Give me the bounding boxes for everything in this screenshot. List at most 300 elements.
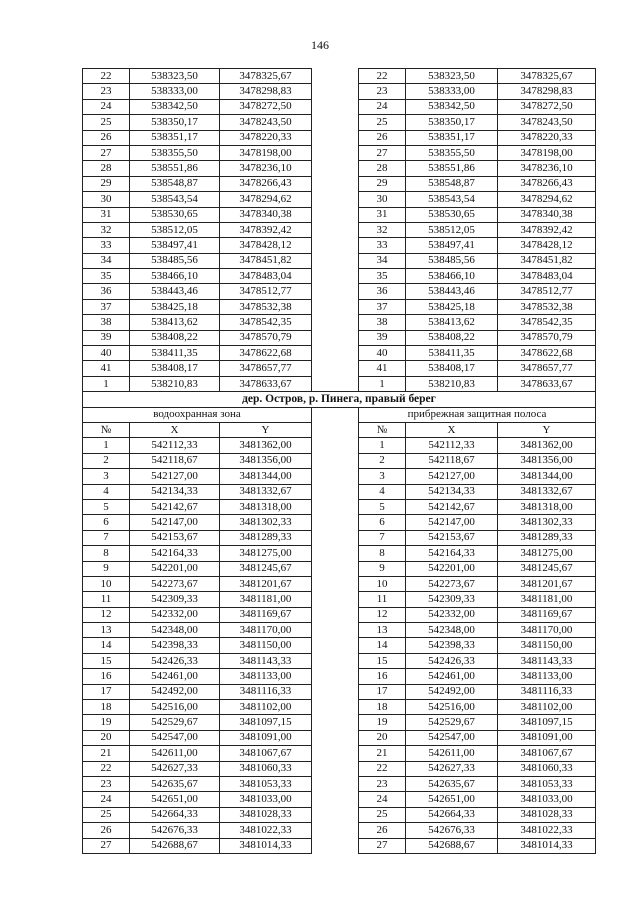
column-gap (312, 730, 359, 745)
right-point-number: 17 (359, 684, 406, 699)
left-x-coordinate: 538551,86 (130, 161, 220, 176)
left-point-number: 10 (83, 576, 130, 591)
right-point-number: 10 (359, 576, 406, 591)
left-x-coordinate: 542153,67 (130, 530, 220, 545)
table-row (83, 330, 596, 345)
right-x-coordinate: 542309,33 (406, 592, 498, 607)
right-y-coordinate: 3478483,04 (498, 269, 596, 284)
left-y-coordinate: 3478392,42 (220, 222, 312, 237)
left-point-number: 3 (83, 469, 130, 484)
right-y-coordinate: 3478542,35 (498, 315, 596, 330)
section-title-row (83, 392, 596, 407)
table-row (83, 69, 596, 84)
left-x-coordinate: 542664,33 (130, 807, 220, 822)
left-x-coordinate: 542309,33 (130, 592, 220, 607)
right-point-number: 32 (359, 222, 406, 237)
table-row (83, 115, 596, 130)
right-y-coordinate: 3481181,00 (498, 592, 596, 607)
left-point-number: 37 (83, 299, 130, 314)
table-row (83, 561, 596, 576)
column-gap (312, 376, 359, 391)
left-y-coordinate: 3478236,10 (220, 161, 312, 176)
column-gap (312, 84, 359, 99)
left-x-coordinate: 538408,22 (130, 330, 220, 345)
column-gap (312, 161, 359, 176)
left-y-coordinate: 3481356,00 (220, 453, 312, 468)
left-y-coordinate: 3481169,67 (220, 607, 312, 622)
right-point-number: 23 (359, 84, 406, 99)
left-y-coordinate: 3481201,67 (220, 576, 312, 591)
column-gap (312, 684, 359, 699)
column-gap (312, 700, 359, 715)
right-x-coordinate: 542118,67 (406, 453, 498, 468)
column-gap (312, 207, 359, 222)
right-y-coordinate: 3481201,67 (498, 576, 596, 591)
right-x-coordinate: 542426,33 (406, 653, 498, 668)
right-point-number: 29 (359, 176, 406, 191)
left-x-header: X (130, 422, 220, 437)
table-row (83, 99, 596, 114)
left-y-coordinate: 3481067,67 (220, 746, 312, 761)
column-gap (312, 145, 359, 160)
section-header-body (83, 392, 596, 438)
left-point-number: 40 (83, 346, 130, 361)
right-x-coordinate: 538551,86 (406, 161, 498, 176)
column-gap (312, 715, 359, 730)
right-y-coordinate: 3478622,68 (498, 346, 596, 361)
right-y-coordinate: 3481169,67 (498, 607, 596, 622)
right-y-coordinate: 3481028,33 (498, 807, 596, 822)
left-x-coordinate: 538512,05 (130, 222, 220, 237)
table-row (83, 638, 596, 653)
left-y-coordinate: 3481097,15 (220, 715, 312, 730)
left-y-coordinate: 3478451,82 (220, 253, 312, 268)
left-x-coordinate: 538350,17 (130, 115, 220, 130)
right-point-number: 1 (359, 438, 406, 453)
right-y-coordinate: 3478451,82 (498, 253, 596, 268)
left-point-number: 24 (83, 99, 130, 114)
left-point-number: 28 (83, 161, 130, 176)
right-x-coordinate: 538333,00 (406, 84, 498, 99)
right-x-coordinate: 538512,05 (406, 222, 498, 237)
right-x-coordinate: 538485,56 (406, 253, 498, 268)
right-x-coordinate: 542676,33 (406, 823, 498, 838)
right-y-coordinate: 3481275,00 (498, 546, 596, 561)
column-gap (312, 469, 359, 484)
left-y-coordinate: 3481245,67 (220, 561, 312, 576)
left-x-coordinate: 542611,00 (130, 746, 220, 761)
left-y-coordinate: 3478220,33 (220, 130, 312, 145)
column-gap (312, 638, 359, 653)
left-x-coordinate: 542127,00 (130, 469, 220, 484)
right-y-coordinate: 3478298,83 (498, 84, 596, 99)
right-point-number: 25 (359, 115, 406, 130)
right-y-coordinate: 3481245,67 (498, 561, 596, 576)
column-gap (312, 607, 359, 622)
column-gap (312, 776, 359, 791)
left-y-coordinate: 3478198,00 (220, 145, 312, 160)
left-y-header: Y (220, 422, 312, 437)
left-point-number: 8 (83, 546, 130, 561)
right-y-coordinate: 3481097,15 (498, 715, 596, 730)
right-point-number: 37 (359, 299, 406, 314)
table-row (83, 207, 596, 222)
left-x-coordinate: 542273,67 (130, 576, 220, 591)
left-point-number: 27 (83, 145, 130, 160)
right-point-number: 20 (359, 730, 406, 745)
table-row (83, 161, 596, 176)
right-point-number: 3 (359, 469, 406, 484)
right-point-number: 22 (359, 761, 406, 776)
column-gap (312, 422, 359, 437)
left-point-number: 29 (83, 176, 130, 191)
left-x-coordinate: 542142,67 (130, 499, 220, 514)
column-gap (312, 407, 359, 422)
right-point-number: 22 (359, 69, 406, 84)
left-y-coordinate: 3481289,33 (220, 530, 312, 545)
table-row (83, 315, 596, 330)
left-num-header: № (83, 422, 130, 437)
column-gap (312, 69, 359, 84)
table-row (83, 515, 596, 530)
column-gap (312, 253, 359, 268)
right-point-number: 26 (359, 823, 406, 838)
left-point-number: 4 (83, 484, 130, 499)
column-gap (312, 761, 359, 776)
column-gap (312, 484, 359, 499)
left-y-coordinate: 3481332,67 (220, 484, 312, 499)
left-point-number: 35 (83, 269, 130, 284)
right-x-coordinate: 542651,00 (406, 792, 498, 807)
right-y-coordinate: 3478570,79 (498, 330, 596, 345)
left-x-coordinate: 538548,87 (130, 176, 220, 191)
left-y-coordinate: 3478633,67 (220, 376, 312, 391)
left-x-coordinate: 538342,50 (130, 99, 220, 114)
right-y-coordinate: 3481102,00 (498, 700, 596, 715)
page-number: 146 (311, 38, 329, 52)
left-x-coordinate: 538408,17 (130, 361, 220, 376)
right-point-number: 16 (359, 669, 406, 684)
left-x-coordinate: 538333,00 (130, 84, 220, 99)
left-point-number: 21 (83, 746, 130, 761)
table-row (83, 776, 596, 791)
right-x-coordinate: 542201,00 (406, 561, 498, 576)
left-point-number: 41 (83, 361, 130, 376)
right-point-number: 5 (359, 499, 406, 514)
left-point-number: 20 (83, 730, 130, 745)
right-point-number: 30 (359, 192, 406, 207)
left-x-coordinate: 538443,46 (130, 284, 220, 299)
right-point-number: 27 (359, 838, 406, 853)
right-point-number: 8 (359, 546, 406, 561)
left-y-coordinate: 3478657,77 (220, 361, 312, 376)
left-y-coordinate: 3481150,00 (220, 638, 312, 653)
right-x-coordinate: 542134,33 (406, 484, 498, 499)
right-point-number: 26 (359, 130, 406, 145)
table-row (83, 176, 596, 191)
left-y-coordinate: 3478340,38 (220, 207, 312, 222)
left-y-coordinate: 3481362,00 (220, 438, 312, 453)
right-point-number: 23 (359, 776, 406, 791)
column-header-row (83, 422, 596, 437)
left-point-number: 23 (83, 84, 130, 99)
left-point-number: 25 (83, 807, 130, 822)
left-y-coordinate: 3481344,00 (220, 469, 312, 484)
table-row (83, 761, 596, 776)
right-x-coordinate: 542127,00 (406, 469, 498, 484)
right-y-coordinate: 3481150,00 (498, 638, 596, 653)
right-x-coordinate: 538351,17 (406, 130, 498, 145)
table-row (83, 145, 596, 160)
right-x-header: X (406, 422, 498, 437)
right-x-coordinate: 542147,00 (406, 515, 498, 530)
column-gap (312, 838, 359, 853)
right-point-number: 13 (359, 623, 406, 638)
column-gap (312, 592, 359, 607)
right-point-number: 35 (359, 269, 406, 284)
table-row (83, 284, 596, 299)
left-x-coordinate: 542688,67 (130, 838, 220, 853)
left-y-coordinate: 3478294,62 (220, 192, 312, 207)
left-x-coordinate: 538355,50 (130, 145, 220, 160)
right-y-coordinate: 3481289,33 (498, 530, 596, 545)
column-gap (312, 299, 359, 314)
left-point-number: 27 (83, 838, 130, 853)
right-point-number: 31 (359, 207, 406, 222)
right-x-coordinate: 542142,67 (406, 499, 498, 514)
left-zone-title: водоохранная зона (83, 407, 312, 422)
right-point-number: 33 (359, 238, 406, 253)
column-gap (312, 653, 359, 668)
column-gap (312, 453, 359, 468)
column-gap (312, 315, 359, 330)
right-x-coordinate: 542529,67 (406, 715, 498, 730)
left-x-coordinate: 538323,50 (130, 69, 220, 84)
table-row (83, 361, 596, 376)
left-point-number: 18 (83, 700, 130, 715)
left-x-coordinate: 538210,83 (130, 376, 220, 391)
right-x-coordinate: 538411,35 (406, 346, 498, 361)
right-point-number: 36 (359, 284, 406, 299)
right-y-coordinate: 3481356,00 (498, 453, 596, 468)
table-row (83, 684, 596, 699)
right-point-number: 12 (359, 607, 406, 622)
right-point-number: 9 (359, 561, 406, 576)
table-row (83, 838, 596, 853)
left-x-coordinate: 542398,33 (130, 638, 220, 653)
left-x-coordinate: 542461,00 (130, 669, 220, 684)
left-x-coordinate: 542426,33 (130, 653, 220, 668)
right-y-coordinate: 3478243,50 (498, 115, 596, 130)
column-gap (312, 792, 359, 807)
left-y-coordinate: 3481143,33 (220, 653, 312, 668)
right-y-coordinate: 3478512,77 (498, 284, 596, 299)
left-y-coordinate: 3481133,00 (220, 669, 312, 684)
left-y-coordinate: 3478570,79 (220, 330, 312, 345)
right-y-coordinate: 3481170,00 (498, 623, 596, 638)
left-point-number: 11 (83, 592, 130, 607)
right-point-number: 14 (359, 638, 406, 653)
left-y-coordinate: 3478266,43 (220, 176, 312, 191)
right-point-number: 28 (359, 161, 406, 176)
table-row (83, 823, 596, 838)
table-row (83, 453, 596, 468)
left-x-coordinate: 542348,00 (130, 623, 220, 638)
right-x-coordinate: 542153,67 (406, 530, 498, 545)
column-gap (312, 623, 359, 638)
column-gap (312, 192, 359, 207)
column-gap (312, 576, 359, 591)
left-y-coordinate: 3481091,00 (220, 730, 312, 745)
left-point-number: 17 (83, 684, 130, 699)
table-row (83, 530, 596, 545)
right-x-coordinate: 542516,00 (406, 700, 498, 715)
right-y-coordinate: 3478532,38 (498, 299, 596, 314)
column-gap (312, 499, 359, 514)
left-x-coordinate: 542651,00 (130, 792, 220, 807)
left-point-number: 9 (83, 561, 130, 576)
left-point-number: 24 (83, 792, 130, 807)
table-row (83, 576, 596, 591)
left-point-number: 5 (83, 499, 130, 514)
left-y-coordinate: 3478298,83 (220, 84, 312, 99)
column-gap (312, 284, 359, 299)
right-y-coordinate: 3481060,33 (498, 761, 596, 776)
right-y-coordinate: 3481053,33 (498, 776, 596, 791)
right-x-coordinate: 538530,65 (406, 207, 498, 222)
left-point-number: 2 (83, 453, 130, 468)
right-y-coordinate: 3481318,00 (498, 499, 596, 514)
left-x-coordinate: 542492,00 (130, 684, 220, 699)
table-row (83, 499, 596, 514)
left-x-coordinate: 542547,00 (130, 730, 220, 745)
table-row (83, 253, 596, 268)
right-y-coordinate: 3481332,67 (498, 484, 596, 499)
left-x-coordinate: 538425,18 (130, 299, 220, 314)
right-y-header: Y (498, 422, 596, 437)
right-y-coordinate: 3478272,50 (498, 99, 596, 114)
left-point-number: 33 (83, 238, 130, 253)
column-gap (312, 269, 359, 284)
left-point-number: 19 (83, 715, 130, 730)
table-row (83, 84, 596, 99)
right-point-number: 24 (359, 792, 406, 807)
left-y-coordinate: 3481170,00 (220, 623, 312, 638)
right-point-number: 34 (359, 253, 406, 268)
right-y-coordinate: 3481344,00 (498, 469, 596, 484)
column-gap (312, 222, 359, 237)
table-row (83, 346, 596, 361)
left-point-number: 25 (83, 115, 130, 130)
right-x-coordinate: 538497,41 (406, 238, 498, 253)
table-row (83, 653, 596, 668)
right-y-coordinate: 3478294,62 (498, 192, 596, 207)
right-x-coordinate: 538548,87 (406, 176, 498, 191)
table-row (83, 607, 596, 622)
left-y-coordinate: 3478512,77 (220, 284, 312, 299)
table-row (83, 623, 596, 638)
right-y-coordinate: 3478340,38 (498, 207, 596, 222)
right-y-coordinate: 3481022,33 (498, 823, 596, 838)
coordinates-table (82, 68, 596, 854)
left-y-coordinate: 3481022,33 (220, 823, 312, 838)
right-x-coordinate: 538443,46 (406, 284, 498, 299)
left-y-coordinate: 3478272,50 (220, 99, 312, 114)
column-gap (312, 561, 359, 576)
right-zone-title: прибрежная защитная полоса (359, 407, 596, 422)
right-point-number: 27 (359, 145, 406, 160)
right-y-coordinate: 3481133,00 (498, 669, 596, 684)
column-gap (312, 361, 359, 376)
column-gap (312, 115, 359, 130)
left-point-number: 32 (83, 222, 130, 237)
left-y-coordinate: 3481302,33 (220, 515, 312, 530)
left-point-number: 13 (83, 623, 130, 638)
left-y-coordinate: 3478428,12 (220, 238, 312, 253)
right-y-coordinate: 3481302,33 (498, 515, 596, 530)
right-x-coordinate: 542547,00 (406, 730, 498, 745)
left-point-number: 36 (83, 284, 130, 299)
left-y-coordinate: 3481014,33 (220, 838, 312, 853)
right-x-coordinate: 542461,00 (406, 669, 498, 684)
right-x-coordinate: 542348,00 (406, 623, 498, 638)
column-gap (312, 746, 359, 761)
table-row (83, 192, 596, 207)
left-point-number: 38 (83, 315, 130, 330)
left-y-coordinate: 3481318,00 (220, 499, 312, 514)
column-gap (312, 438, 359, 453)
table-row (83, 669, 596, 684)
table-row (83, 438, 596, 453)
right-x-coordinate: 538543,54 (406, 192, 498, 207)
column-gap (312, 807, 359, 822)
left-x-coordinate: 538543,54 (130, 192, 220, 207)
right-y-coordinate: 3478657,77 (498, 361, 596, 376)
left-point-number: 31 (83, 207, 130, 222)
right-x-coordinate: 542635,67 (406, 776, 498, 791)
column-gap (312, 130, 359, 145)
right-x-coordinate: 538408,17 (406, 361, 498, 376)
right-point-number: 1 (359, 376, 406, 391)
left-y-coordinate: 3481053,33 (220, 776, 312, 791)
left-x-coordinate: 542201,00 (130, 561, 220, 576)
left-x-coordinate: 538466,10 (130, 269, 220, 284)
left-y-coordinate: 3481028,33 (220, 807, 312, 822)
column-gap (312, 515, 359, 530)
right-point-number: 40 (359, 346, 406, 361)
left-point-number: 1 (83, 438, 130, 453)
right-y-coordinate: 3478236,10 (498, 161, 596, 176)
table-row (83, 700, 596, 715)
left-x-coordinate: 538530,65 (130, 207, 220, 222)
right-x-coordinate: 542627,33 (406, 761, 498, 776)
left-y-coordinate: 3478622,68 (220, 346, 312, 361)
right-x-coordinate: 542273,67 (406, 576, 498, 591)
left-y-coordinate: 3481033,00 (220, 792, 312, 807)
right-x-coordinate: 538425,18 (406, 299, 498, 314)
right-point-number: 41 (359, 361, 406, 376)
right-x-coordinate: 538350,17 (406, 115, 498, 130)
left-y-coordinate: 3481181,00 (220, 592, 312, 607)
right-y-coordinate: 3481143,33 (498, 653, 596, 668)
right-point-number: 18 (359, 700, 406, 715)
bottom-rows-body (83, 438, 596, 854)
column-gap (312, 823, 359, 838)
right-x-coordinate: 538466,10 (406, 269, 498, 284)
table-row (83, 746, 596, 761)
right-x-coordinate: 538408,22 (406, 330, 498, 345)
left-x-coordinate: 538485,56 (130, 253, 220, 268)
